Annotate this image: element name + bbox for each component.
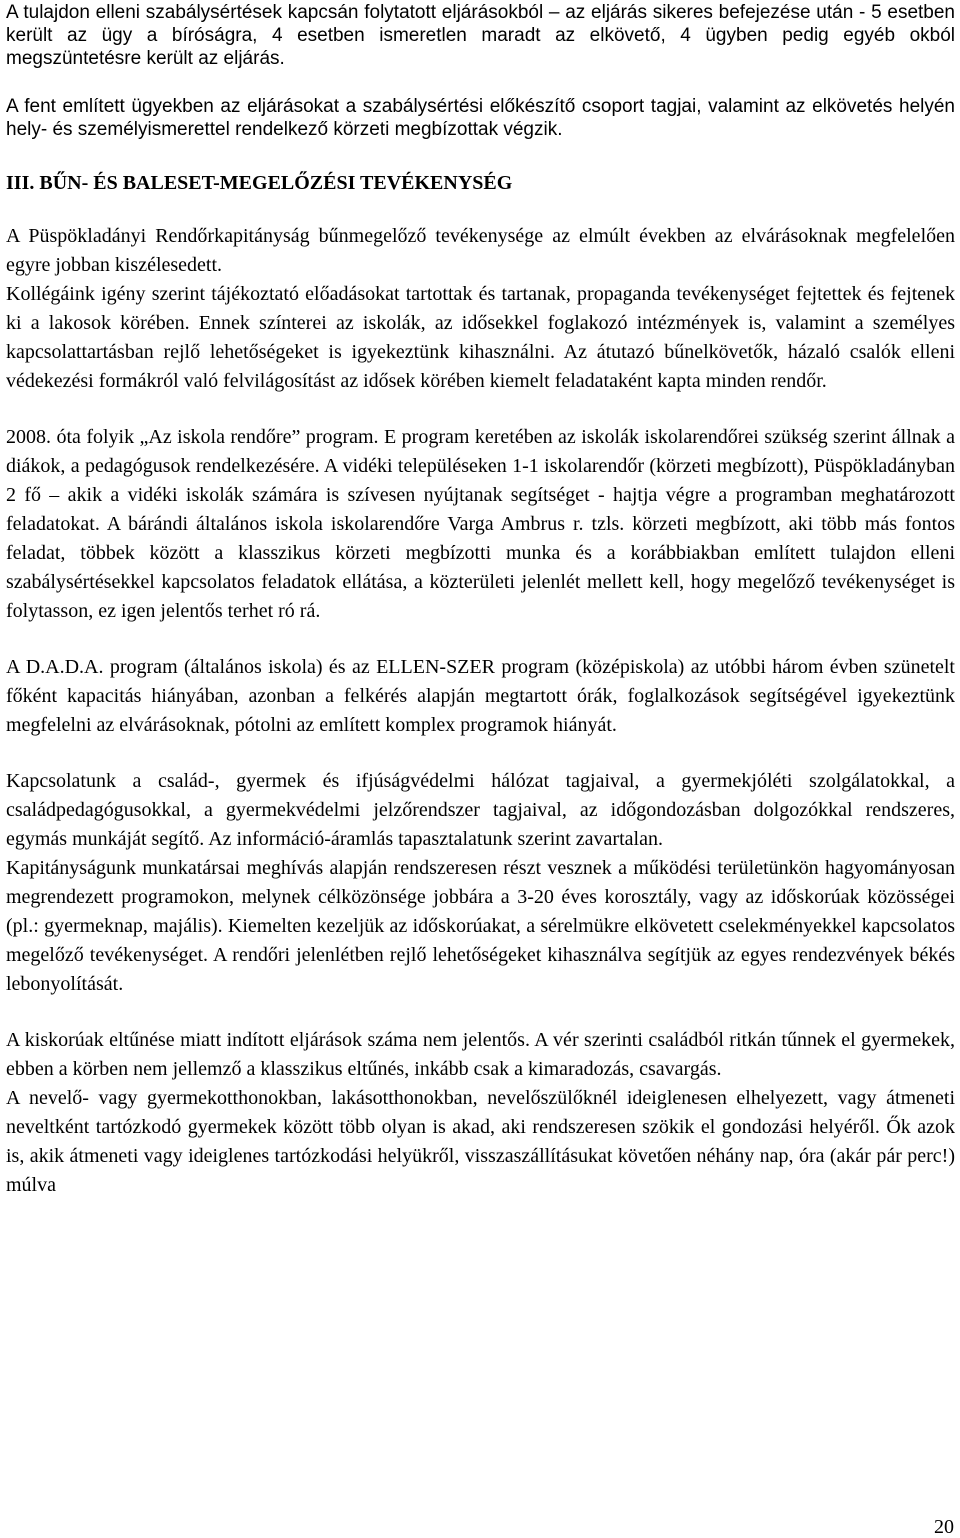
document-page bbox=[6, 0, 955, 1200]
paragraph-lectures: Kollégáink igény szerint tájékoztató előadásokat tartottak és tartanak, propaganda tevékenységet fejtettek és fejtenek ki a lakosok körében. Ennek színterei az iskolák, az idősekkel foglakozó intézmények is, valamint a személyes kapcsolattartásban rejlő lehetőségeket is igyekeztünk kihasználni. Az átutazó bűnelkövetők, házaló csalók elleni védekezési formákról való felvilágosítást az idősek körében kiemelt feladataként kapta minden rendőr. bbox=[6, 283, 955, 392]
section-heading: III. BŰN- ÉS BALESET-MEGELŐZÉSI TEVÉKENYSÉG bbox=[6, 172, 513, 194]
paragraph-school-police-program: 2008. óta folyik „Az iskola rendőre” program. E program keretében az iskolák iskolarendőrei szükség szerint állnak a diákok, a pedagógusok rendelkezésére. A vidéki településeken 1-1 iskolarendőr (körzeti megbízott), Püspökladányban 2 fő – akik a vidéki iskolák számára is szívesen nyújtanak segítséget - hajtja végre a programban meghatározott feladatokat. A bárándi általános iskola iskolarendőre Varga Ambrus r. tzls. körzeti megbízott, aki több más fontos feladat, többek között a klasszikus körzeti megbízotti munka és a korábbiakban említett tulajdon elleni szabálysértésekkel kapcsolatos feladatok ellátása, a közterületi jelenlét mellett kell, hogy megelőző tevékenységet is folytasson, ez igen jelentős terhet ró rá. bbox=[6, 426, 955, 622]
paragraph-foster-homes: A nevelő- vagy gyermekotthonokban, lakásotthonokban, nevelőszülőknél ideiglenesen elhelyezett, vagy átmeneti neveltként tartózkodó gyermekek között több olyan is akad, aki rendszeresen szökik el gondozási helyéről. Ők azok is, akik átmeneti vagy ideiglenes tartózkodási helyükről, visszaszállításukat követően néhány nap, óra (akár pár perc!) múlva bbox=[6, 1087, 955, 1196]
paragraph-child-protection-network: Kapcsolatunk a család-, gyermek és ifjúságvédelmi hálózat tagjaival, a gyermekjóléti szolgálatokkal, a családpedagógusokkal, a gyermekvédelmi jelzőrendszer tagjaival, az időgondozásban dolgozókkal rendszeres, egymás munkáját segítő. Az információ-áramlás tapasztalatunk szerint zavartalan. bbox=[6, 770, 955, 850]
page-number: 20 bbox=[934, 1516, 954, 1538]
paragraph-dada-program: A D.A.D.A. program (általános iskola) és az ELLEN-SZER program (középiskola) az utóbbi három évben szünetelt főként kapacitás hiányában, azonban a felkérés alapján megtartott órák, foglalkozások segítségével igyekeztünk megfelelni az elvárásoknak, pótolni az említett komplex programok hiányát. bbox=[6, 656, 955, 736]
paragraph-prevention-intro: A Püspökladányi Rendőrkapitányság bűnmegelőző tevékenysége az elmúlt években az elvárásoknak megfelelően egyre jobban kiszélesedett. bbox=[6, 225, 955, 276]
paragraph-offense-outcomes: A tulajdon elleni szabálysértések kapcsán folytatott eljárásokból – az eljárás sikeres befejezése után - 5 esetben került az ügy a bíróságra, 4 esetben ismeretlen maradt az elkövető, 4 ügyben pedig egyéb okból megszüntetésre került az eljárás. bbox=[6, 2, 955, 69]
paragraph-missing-minors: A kiskorúak eltűnése miatt indított eljárások száma nem jelentős. A vér szerinti családból ritkán tűnnek el gyermekek, ebben a körben nem jellemző a klasszikus eltűnés, inkább csak a kimaradozás, csavargás. bbox=[6, 1029, 955, 1080]
paragraph-community-programs: Kapitányságunk munkatársai meghívás alapján rendszeresen részt vesznek a működési területünkön hagyományosan megrendezett programokon, melynek célközönsége jobbára a 3-20 éves korosztály, vagy az időskorúak közösségei (pl.: gyermeknap, majális). Kiemelten kezeljük az időskorúakat, a sérelmükre elkövetett cselekményekkel kapcsolatos megelőző tevékenységet. A rendőri jelenlétben rejlő lehetőségeket kihasználva segítjük az egyes rendezvények békés lebonyolítását. bbox=[6, 857, 955, 995]
paragraph-procedure-staff: A fent említett ügyekben az eljárásokat a szabálysértési előkészítő csoport tagjai, valamint az elkövetés helyén hely- és személyismerettel rendelkező körzeti megbízottak végzik. bbox=[6, 96, 955, 140]
